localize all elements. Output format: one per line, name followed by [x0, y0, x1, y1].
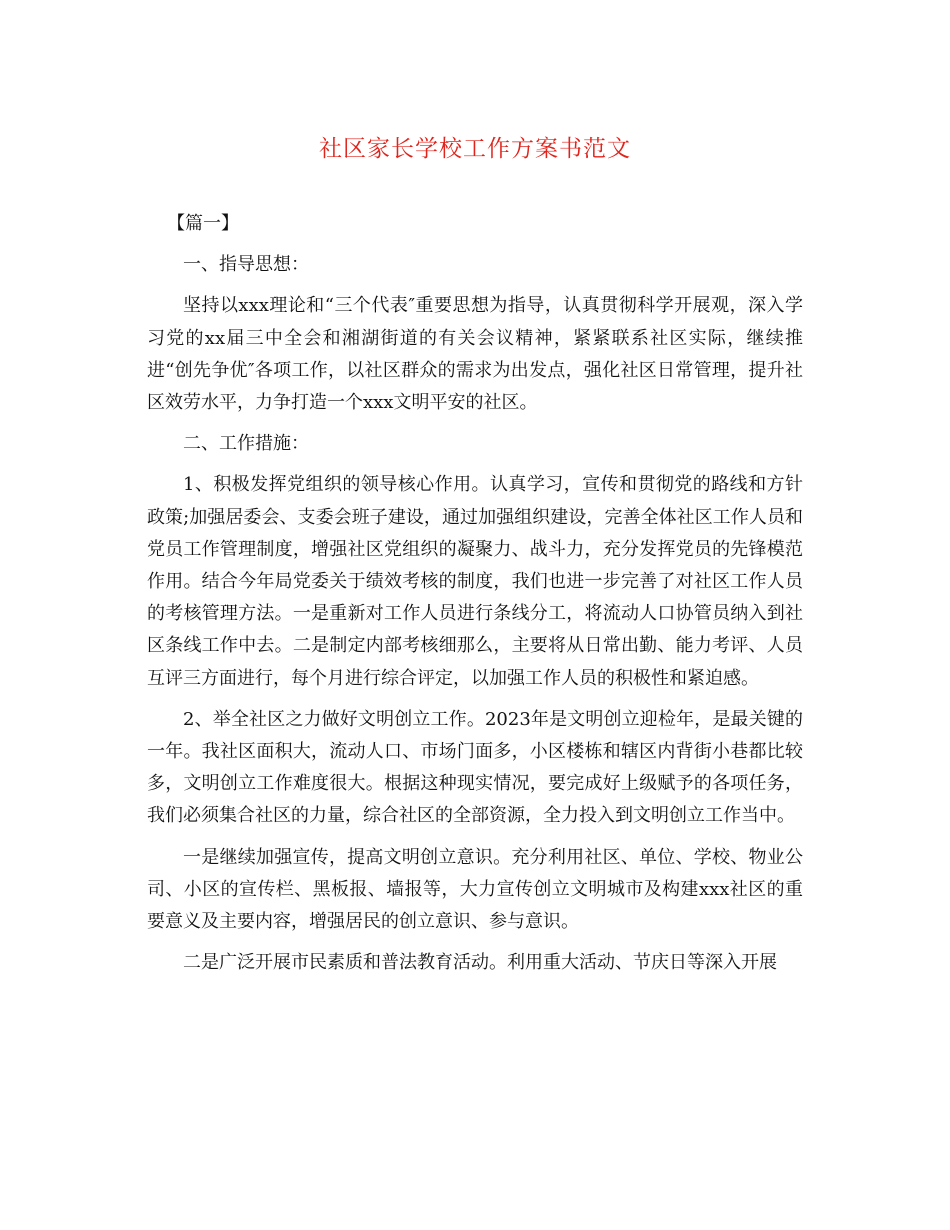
paragraph: 坚持以xxx理论和“三个代表″重要思想为指导，认真贯彻科学开展观，深入学习党的xx届三中全会和湘湖街道的有关会议精神，紧紧联系社区实际，继续推进“创先争优″各项工作，以社区群众的需求为出发点，强化社区日常管理，提升社区效劳水平，力争打造一个xxx文明平安的社区。 [147, 295, 803, 414]
document-body [147, 208, 803, 979]
section-label: 【篇一】 [167, 213, 239, 234]
heading-work-measures: 二、工作措施： [183, 433, 309, 455]
paragraph: 2、举全社区之力做好文明创立工作。2023年是文明创立迎检年，是最关键的一年。我社区面积大，流动人口、市场门面多，小区楼栋和辖区内背街小巷都比较多，文明创立工作难度很大。根据这种现实情况，要完成好上级赋予的各项任务，我们必须集合社区的力量，综合社区的全部资源，全力投入到文明创立工作当中。 [147, 708, 803, 827]
document-title: 社区家长学校工作方案书范文 [319, 136, 631, 162]
heading-guiding-ideology: 一、指导思想： [183, 254, 309, 276]
paragraph: 一是继续加强宣传，提高文明创立意识。充分利用社区、单位、学校、物业公司、小区的宣传栏、黑板报、墙报等，大力宣传创立文明城市及构建xxx社区的重要意义及主要内容，增强居民的创立意识、参与意识。 [147, 846, 803, 933]
paragraph: 二是广泛开展市民素质和普法教育活动。利用重大活动、节庆日等深入开展 [183, 952, 777, 974]
paragraph: 1、积极发挥党组织的领导核心作用。认真学习，宣传和贯彻党的路线和方针政策;加强居委会、支委会班子建设，通过加强组织建设，完善全体社区工作人员和党员工作管理制度，增强社区党组织的凝聚力、战斗力，充分发挥党员的先锋模范作用。结合今年局党委关于绩效考核的制度，我们也进一步完善了对社区工作人员的考核管理方法。一是重新对工作人员进行条线分工，将流动人口协管员纳入到社区条线工作中去。二是制定内部考核细那么，主要将从日常出勤、能力考评、人员互评三方面进行，每个月进行综合评定，以加强工作人员的积极性和紧迫感。 [147, 474, 803, 689]
